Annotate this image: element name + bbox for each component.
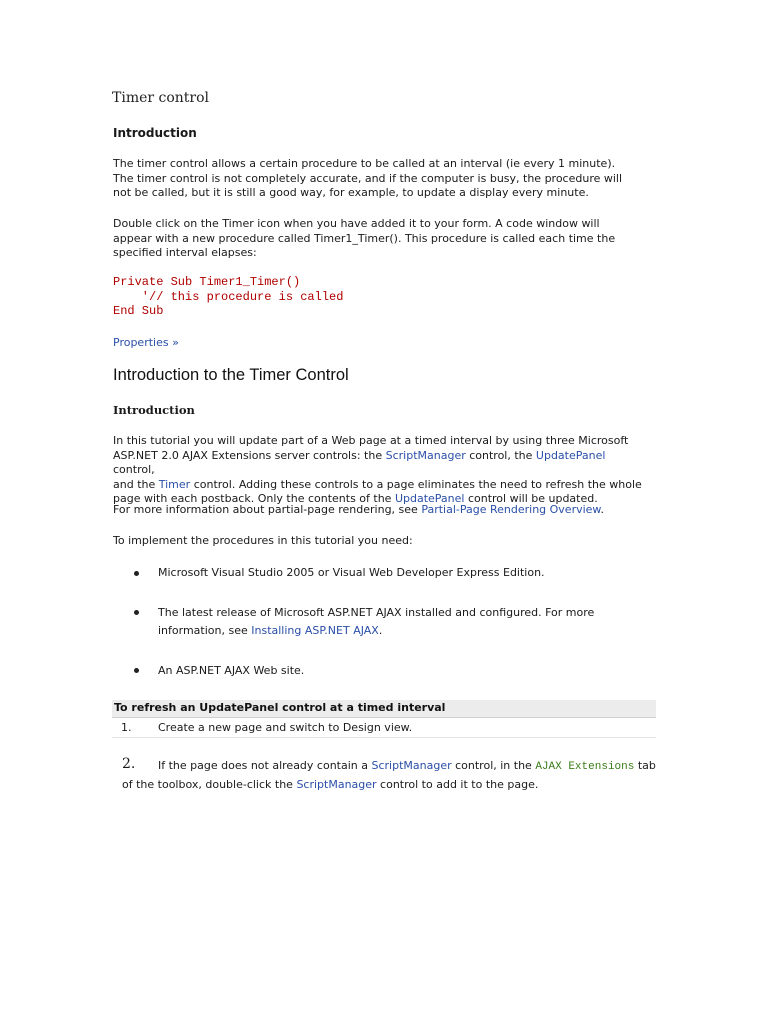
text-line: appear with a new procedure called Timer1_Timer(). This procedure is called each time the (113, 231, 616, 245)
bullet-icon (134, 668, 139, 673)
code-line: '// this procedure is called (113, 289, 344, 304)
text-line: In this tutorial you will update part of a Web page at a timed interval by using three Microsoft (113, 434, 629, 447)
text-span: control will be updated. (464, 492, 598, 505)
document-title: Timer control (112, 90, 210, 106)
text-span: control, in the (451, 759, 536, 772)
bullet-icon (134, 571, 139, 576)
text-line: not be called, but it is still a good way, for example, to update a display every minute. (113, 186, 589, 199)
text-span: page with each postback. Only the contents of the (113, 492, 395, 505)
text-line: The latest release of Microsoft ASP.NET AJAX installed and configured. For more (158, 606, 595, 619)
text-span: . (378, 624, 383, 637)
text-span: If the page does not already contain a (158, 759, 372, 772)
step-1-number: 1. (121, 721, 132, 734)
introduction-heading: Introduction (113, 126, 197, 140)
text-span: control to add it to the page. (376, 778, 539, 791)
bullet-item-2 (158, 604, 638, 640)
step-2-line-2 (122, 778, 662, 791)
text-span: control, the (465, 448, 536, 462)
installing-aspnet-ajax-link[interactable]: Installing ASP.NET AJAX (251, 624, 379, 637)
scriptmanager-link[interactable]: ScriptManager (296, 778, 377, 791)
step-2-number: 2. (122, 756, 136, 772)
text-span: information, see (158, 624, 252, 637)
text-span: control, (113, 463, 155, 476)
text-line: The timer control is not completely accurate, and if the computer is busy, the procedure will (113, 171, 623, 185)
partial-rendering-paragraph (113, 503, 643, 518)
text-span: of the toolbox, double-click the (122, 778, 297, 791)
step-2-line-1 (158, 759, 658, 773)
text-span: For more information about partial-page rendering, see (113, 503, 422, 516)
bullet-icon (134, 610, 139, 615)
text-line: Double click on the Timer icon when you have added it to your form. A code window will (113, 217, 600, 230)
text-line: specified interval elapses: (113, 246, 257, 259)
step-divider (112, 737, 656, 738)
intro-paragraph-1 (113, 157, 643, 201)
text-span: ASP.NET 2.0 AJAX Extensions server controls: the (113, 448, 386, 462)
properties-link[interactable]: Properties » (113, 336, 179, 349)
text-span: tab (634, 759, 656, 772)
text-line: The timer control allows a certain procedure to be called at an interval (ie every 1 minute). (113, 157, 616, 170)
procedure-title: To refresh an UpdatePanel control at a timed interval (114, 701, 446, 714)
code-line: Private Sub Timer1_Timer() (113, 275, 301, 289)
text-span: control. Adding these controls to a page eliminates the need to refresh the whole (190, 477, 642, 491)
text-span: . (600, 503, 604, 516)
text-line (158, 622, 638, 640)
tutorial-paragraph (113, 434, 643, 507)
timer-control-heading: Introduction to the Timer Control (113, 366, 349, 384)
updatepanel-link[interactable]: UpdatePanel (394, 492, 465, 505)
introduction-subheading: Introduction (113, 403, 195, 417)
scriptmanager-link[interactable]: ScriptManager (385, 448, 466, 462)
updatepanel-link[interactable]: UpdatePanel (535, 448, 606, 462)
requirements-intro: To implement the procedures in this tutorial you need: (113, 534, 413, 547)
text-line (113, 449, 643, 478)
scriptmanager-link[interactable]: ScriptManager (371, 759, 452, 772)
intro-paragraph-2 (113, 217, 643, 261)
partial-page-rendering-link[interactable]: Partial-Page Rendering Overview (421, 503, 601, 516)
code-line: End Sub (113, 304, 164, 318)
text-span: and the (113, 477, 159, 491)
text-line (113, 478, 643, 493)
ajax-extensions-code: AJAX Extensions (535, 761, 635, 773)
timer-link[interactable]: Timer (158, 477, 191, 491)
code-block (113, 275, 343, 319)
step-1-text: Create a new page and switch to Design view. (158, 721, 413, 734)
bullet-item-3: An ASP.NET AJAX Web site. (158, 664, 305, 677)
bullet-item-1: Microsoft Visual Studio 2005 or Visual Web Developer Express Edition. (158, 566, 545, 579)
